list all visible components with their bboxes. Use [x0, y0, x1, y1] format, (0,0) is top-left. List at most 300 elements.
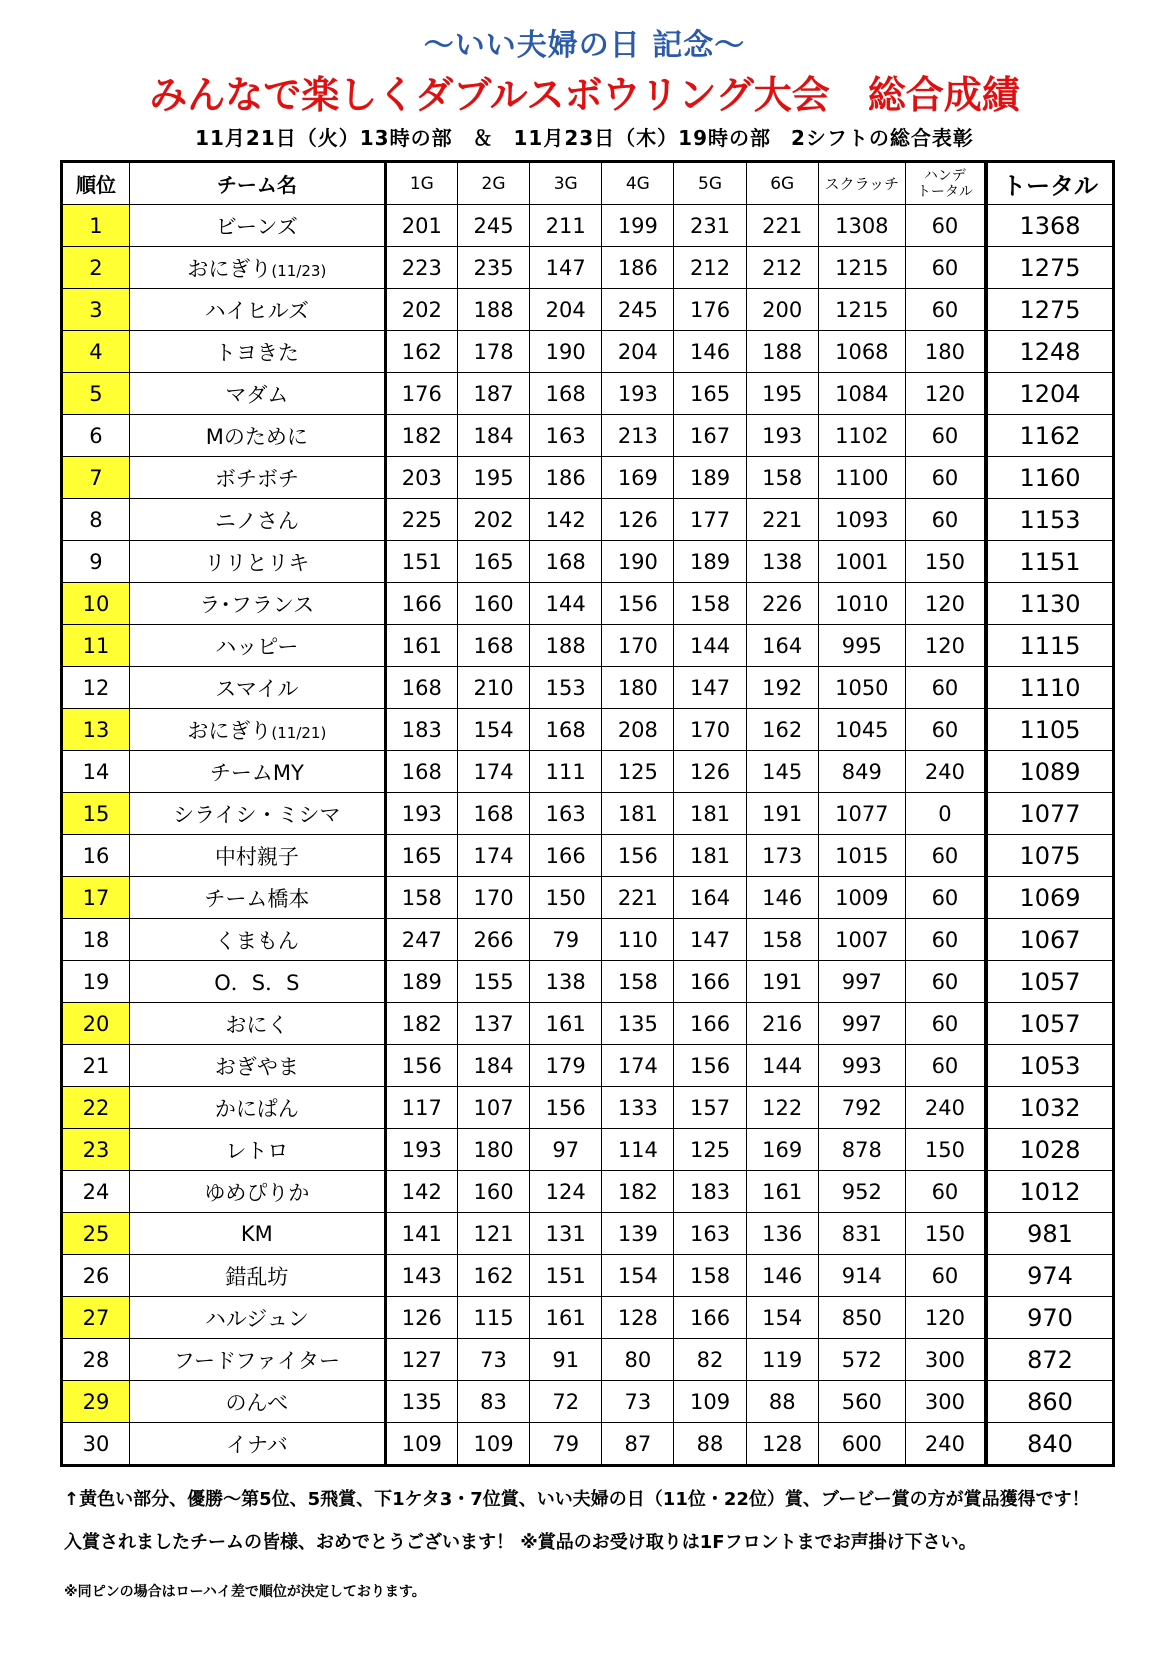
scratch-cell: 560	[818, 1381, 905, 1423]
scratch-cell: 849	[818, 751, 905, 793]
g6-cell: 221	[746, 499, 818, 541]
team-name: おぎやま	[214, 1054, 299, 1079]
table-row	[62, 961, 1114, 1003]
g4-cell: 180	[602, 667, 674, 709]
total-cell: 1053	[986, 1045, 1113, 1087]
scratch-cell: 1308	[818, 205, 905, 247]
g4-cell: 181	[602, 793, 674, 835]
total-cell: 1151	[986, 541, 1113, 583]
total-cell: 1204	[986, 373, 1113, 415]
g1-cell: 168	[385, 751, 457, 793]
table-row	[62, 247, 1114, 289]
team-name-cell	[129, 1003, 385, 1045]
g6-cell: 146	[746, 1255, 818, 1297]
g4-cell: 221	[602, 877, 674, 919]
g6-cell: 226	[746, 583, 818, 625]
g3-cell: 124	[530, 1171, 602, 1213]
g6-cell: 88	[746, 1381, 818, 1423]
total-cell: 1153	[986, 499, 1113, 541]
g4-cell: 110	[602, 919, 674, 961]
team-name-cell	[129, 667, 385, 709]
table-row	[62, 1171, 1114, 1213]
g4-cell: 73	[602, 1381, 674, 1423]
rank-cell: 4	[62, 331, 130, 373]
g2-cell: 83	[457, 1381, 529, 1423]
total-cell: 860	[986, 1381, 1113, 1423]
handicap-cell: 60	[905, 877, 986, 919]
header-g5: 5G	[674, 162, 746, 205]
team-name: シライシ・ミシマ	[173, 802, 341, 827]
total-cell: 1368	[986, 205, 1113, 247]
g1-cell: 109	[385, 1423, 457, 1466]
g1-cell: 156	[385, 1045, 457, 1087]
table-row	[62, 835, 1114, 877]
team-name-cell	[129, 1045, 385, 1087]
team-name: くまもん	[214, 928, 299, 953]
scratch-cell: 1077	[818, 793, 905, 835]
g1-cell: 135	[385, 1381, 457, 1423]
g2-cell: 160	[457, 1171, 529, 1213]
rank-cell: 18	[62, 919, 130, 961]
g6-cell: 136	[746, 1213, 818, 1255]
g5-cell: 166	[674, 1003, 746, 1045]
g3-cell: 131	[530, 1213, 602, 1255]
team-name-cell	[129, 751, 385, 793]
g3-cell: 79	[530, 919, 602, 961]
g2-cell: 168	[457, 793, 529, 835]
rank-cell: 20	[62, 1003, 130, 1045]
g5-cell: 88	[674, 1423, 746, 1466]
g4-cell: 154	[602, 1255, 674, 1297]
g1-cell: 182	[385, 415, 457, 457]
handicap-cell: 60	[905, 499, 986, 541]
rank-cell: 22	[62, 1087, 130, 1129]
g4-cell: 133	[602, 1087, 674, 1129]
g4-cell: 126	[602, 499, 674, 541]
handicap-cell: 240	[905, 751, 986, 793]
total-cell: 974	[986, 1255, 1113, 1297]
g6-cell: 161	[746, 1171, 818, 1213]
team-name-cell	[129, 877, 385, 919]
g6-cell: 119	[746, 1339, 818, 1381]
total-cell: 1110	[986, 667, 1113, 709]
scratch-cell: 997	[818, 1003, 905, 1045]
g3-cell: 147	[530, 247, 602, 289]
team-name: ボチボチ	[214, 466, 299, 491]
g2-cell: 184	[457, 415, 529, 457]
total-cell: 1089	[986, 751, 1113, 793]
table-row	[62, 625, 1114, 667]
g1-cell: 183	[385, 709, 457, 751]
handicap-cell: 150	[905, 1129, 986, 1171]
g6-cell: 128	[746, 1423, 818, 1466]
total-cell: 1130	[986, 583, 1113, 625]
handicap-cell: 60	[905, 247, 986, 289]
scratch-cell: 1068	[818, 331, 905, 373]
table-row	[62, 709, 1114, 751]
rank-cell: 8	[62, 499, 130, 541]
g4-cell: 193	[602, 373, 674, 415]
scratch-cell: 995	[818, 625, 905, 667]
team-name: チーム橋本	[204, 886, 310, 911]
g4-cell: 135	[602, 1003, 674, 1045]
g2-cell: 162	[457, 1255, 529, 1297]
congrats-note: 入賞されましたチームの皆様、おめでとうございます！ ※賞品のお受け取りは1Fフロントまでお声掛け下さい。	[64, 1532, 977, 1553]
team-name-cell	[129, 205, 385, 247]
total-cell: 1115	[986, 625, 1113, 667]
g4-cell: 182	[602, 1171, 674, 1213]
total-cell: 1077	[986, 793, 1113, 835]
team-name-cell	[129, 1213, 385, 1255]
handicap-cell: 60	[905, 289, 986, 331]
header-g6: 6G	[746, 162, 818, 205]
g5-cell: 166	[674, 1297, 746, 1339]
scratch-cell: 1215	[818, 289, 905, 331]
total-cell: 1057	[986, 961, 1113, 1003]
g6-cell: 216	[746, 1003, 818, 1045]
g1-cell: 201	[385, 205, 457, 247]
g1-cell: 166	[385, 583, 457, 625]
g4-cell: 204	[602, 331, 674, 373]
team-name: リリとリキ	[204, 550, 310, 575]
g2-cell: 245	[457, 205, 529, 247]
rank-cell: 23	[62, 1129, 130, 1171]
g1-cell: 193	[385, 793, 457, 835]
g5-cell: 163	[674, 1213, 746, 1255]
g5-cell: 82	[674, 1339, 746, 1381]
rank-cell: 28	[62, 1339, 130, 1381]
scratch-cell: 1045	[818, 709, 905, 751]
team-name: おにぎり	[187, 718, 272, 743]
team-name: ビーンズ	[215, 214, 298, 239]
team-name: フードファイター	[173, 1348, 341, 1373]
team-name-cell	[129, 1339, 385, 1381]
g5-cell: 109	[674, 1381, 746, 1423]
table-row	[62, 1339, 1114, 1381]
g2-cell: 137	[457, 1003, 529, 1045]
g2-cell: 210	[457, 667, 529, 709]
scratch-cell: 952	[818, 1171, 905, 1213]
team-name: ゆめぴりか	[204, 1180, 310, 1205]
handicap-cell: 60	[905, 415, 986, 457]
team-name-cell	[129, 1129, 385, 1171]
header-row	[62, 162, 1114, 205]
total-cell: 840	[986, 1423, 1113, 1466]
g6-cell: 212	[746, 247, 818, 289]
team-name: Mのために	[205, 424, 308, 449]
team-name: おにぎり	[187, 256, 272, 281]
total-cell: 1162	[986, 415, 1113, 457]
g5-cell: 166	[674, 961, 746, 1003]
total-cell: 1057	[986, 1003, 1113, 1045]
g2-cell: 188	[457, 289, 529, 331]
table-row	[62, 1423, 1114, 1466]
team-name-cell	[129, 1297, 385, 1339]
team-name-cell	[129, 1423, 385, 1466]
subtitle-award: 2シフトの総合表彰	[790, 126, 974, 150]
g4-cell: 174	[602, 1045, 674, 1087]
team-name: レトロ	[225, 1138, 289, 1163]
g6-cell: 146	[746, 877, 818, 919]
team-name-cell	[129, 919, 385, 961]
g3-cell: 97	[530, 1129, 602, 1171]
team-name-cell	[129, 583, 385, 625]
g6-cell: 200	[746, 289, 818, 331]
subtitle	[0, 122, 1169, 151]
subtitle-shift2: 11月23日（木）19時の部	[513, 126, 772, 150]
g6-cell: 158	[746, 457, 818, 499]
scratch-cell: 993	[818, 1045, 905, 1087]
handicap-cell: 60	[905, 1045, 986, 1087]
scratch-cell: 831	[818, 1213, 905, 1255]
g1-cell: 182	[385, 1003, 457, 1045]
g1-cell: 151	[385, 541, 457, 583]
table-row	[62, 793, 1114, 835]
g4-cell: 169	[602, 457, 674, 499]
g1-cell: 168	[385, 667, 457, 709]
rank-cell: 16	[62, 835, 130, 877]
g3-cell: 151	[530, 1255, 602, 1297]
g1-cell: 158	[385, 877, 457, 919]
g5-cell: 147	[674, 919, 746, 961]
g3-cell: 168	[530, 709, 602, 751]
g6-cell: 158	[746, 919, 818, 961]
table-row	[62, 919, 1114, 961]
rank-cell: 24	[62, 1171, 130, 1213]
g1-cell: 161	[385, 625, 457, 667]
g3-cell: 204	[530, 289, 602, 331]
g4-cell: 139	[602, 1213, 674, 1255]
g1-cell: 142	[385, 1171, 457, 1213]
g6-cell: 164	[746, 625, 818, 667]
g2-cell: 107	[457, 1087, 529, 1129]
team-date-suffix: (11/21)	[271, 723, 327, 742]
g2-cell: 187	[457, 373, 529, 415]
g4-cell: 186	[602, 247, 674, 289]
g3-cell: 163	[530, 793, 602, 835]
handicap-cell: 60	[905, 457, 986, 499]
g5-cell: 212	[674, 247, 746, 289]
total-cell: 970	[986, 1297, 1113, 1339]
rank-cell: 7	[62, 457, 130, 499]
g3-cell: 188	[530, 625, 602, 667]
g5-cell: 125	[674, 1129, 746, 1171]
g5-cell: 156	[674, 1045, 746, 1087]
rank-cell: 27	[62, 1297, 130, 1339]
team-name-cell	[129, 793, 385, 835]
g2-cell: 165	[457, 541, 529, 583]
scratch-cell: 1010	[818, 583, 905, 625]
team-name: スマイル	[215, 676, 299, 701]
handicap-cell: 180	[905, 331, 986, 373]
g2-cell: 115	[457, 1297, 529, 1339]
total-cell: 981	[986, 1213, 1113, 1255]
team-name-cell	[129, 457, 385, 499]
team-name-cell	[129, 289, 385, 331]
g3-cell: 163	[530, 415, 602, 457]
g1-cell: 141	[385, 1213, 457, 1255]
team-name: ハイヒルズ	[204, 298, 310, 323]
g3-cell: 111	[530, 751, 602, 793]
g6-cell: 191	[746, 961, 818, 1003]
g1-cell: 176	[385, 373, 457, 415]
rank-cell: 11	[62, 625, 130, 667]
total-cell: 1275	[986, 289, 1113, 331]
g5-cell: 177	[674, 499, 746, 541]
scratch-cell: 1009	[818, 877, 905, 919]
g4-cell: 128	[602, 1297, 674, 1339]
g4-cell: 156	[602, 835, 674, 877]
g2-cell: 174	[457, 751, 529, 793]
g2-cell: 195	[457, 457, 529, 499]
g5-cell: 176	[674, 289, 746, 331]
team-name-cell	[129, 961, 385, 1003]
g2-cell: 170	[457, 877, 529, 919]
team-date-suffix: (11/23)	[271, 261, 327, 280]
table-row	[62, 1297, 1114, 1339]
g1-cell: 143	[385, 1255, 457, 1297]
prize-note: ↑黄色い部分、優勝～第5位、5飛賞、下1ケタ3・7位賞、いい夫婦の日（11位・22位）賞、ブービー賞の方が賞品獲得です！	[64, 1489, 1090, 1510]
g6-cell: 191	[746, 793, 818, 835]
table-row	[62, 1129, 1114, 1171]
g5-cell: 183	[674, 1171, 746, 1213]
g5-cell: 170	[674, 709, 746, 751]
handicap-cell: 150	[905, 1213, 986, 1255]
scratch-cell: 1007	[818, 919, 905, 961]
table-row	[62, 1213, 1114, 1255]
handicap-cell: 60	[905, 1171, 986, 1213]
team-name: ハルジュン	[204, 1306, 309, 1331]
g1-cell: 189	[385, 961, 457, 1003]
g5-cell: 231	[674, 205, 746, 247]
scratch-cell: 1102	[818, 415, 905, 457]
team-name-cell	[129, 415, 385, 457]
header-scratch: スクラッチ	[818, 162, 905, 205]
rank-cell: 9	[62, 541, 130, 583]
handicap-cell: 60	[905, 919, 986, 961]
team-name: O．S．S	[214, 970, 300, 995]
g1-cell: 165	[385, 835, 457, 877]
g2-cell: 73	[457, 1339, 529, 1381]
g2-cell: 174	[457, 835, 529, 877]
g3-cell: 161	[530, 1297, 602, 1339]
rank-cell: 3	[62, 289, 130, 331]
subtitle-shift1: 11月21日（火）13時の部	[195, 126, 453, 150]
rank-cell: 1	[62, 205, 130, 247]
rank-cell: 12	[62, 667, 130, 709]
g5-cell: 189	[674, 541, 746, 583]
table-row	[62, 877, 1114, 919]
scratch-cell: 997	[818, 961, 905, 1003]
table-row	[62, 205, 1114, 247]
g5-cell: 158	[674, 583, 746, 625]
handicap-cell: 120	[905, 625, 986, 667]
handicap-cell: 120	[905, 583, 986, 625]
g4-cell: 199	[602, 205, 674, 247]
rank-cell: 13	[62, 709, 130, 751]
g4-cell: 245	[602, 289, 674, 331]
g5-cell: 165	[674, 373, 746, 415]
g5-cell: 157	[674, 1087, 746, 1129]
g4-cell: 158	[602, 961, 674, 1003]
table-row	[62, 541, 1114, 583]
team-name-cell	[129, 835, 385, 877]
g4-cell: 156	[602, 583, 674, 625]
g1-cell: 223	[385, 247, 457, 289]
table-row	[62, 1087, 1114, 1129]
header-total: トータル	[986, 162, 1113, 205]
g6-cell: 195	[746, 373, 818, 415]
rank-cell: 19	[62, 961, 130, 1003]
rank-cell: 6	[62, 415, 130, 457]
g3-cell: 79	[530, 1423, 602, 1466]
rank-cell: 25	[62, 1213, 130, 1255]
g2-cell: 168	[457, 625, 529, 667]
table-row	[62, 751, 1114, 793]
rank-cell: 10	[62, 583, 130, 625]
header-handicap	[905, 162, 986, 205]
scratch-cell: 1050	[818, 667, 905, 709]
rank-cell: 2	[62, 247, 130, 289]
g5-cell: 189	[674, 457, 746, 499]
g2-cell: 235	[457, 247, 529, 289]
g2-cell: 160	[457, 583, 529, 625]
g1-cell: 203	[385, 457, 457, 499]
g2-cell: 155	[457, 961, 529, 1003]
table-row	[62, 289, 1114, 331]
scratch-cell: 1215	[818, 247, 905, 289]
total-cell: 1028	[986, 1129, 1113, 1171]
scratch-cell: 850	[818, 1297, 905, 1339]
g6-cell: 192	[746, 667, 818, 709]
g4-cell: 80	[602, 1339, 674, 1381]
total-cell: 1012	[986, 1171, 1113, 1213]
g3-cell: 211	[530, 205, 602, 247]
team-name: のんべ	[225, 1390, 289, 1415]
g3-cell: 186	[530, 457, 602, 499]
g3-cell: 166	[530, 835, 602, 877]
table-row	[62, 667, 1114, 709]
g2-cell: 184	[457, 1045, 529, 1087]
g6-cell: 154	[746, 1297, 818, 1339]
header-g4: 4G	[602, 162, 674, 205]
team-name-cell	[129, 331, 385, 373]
handicap-cell: 0	[905, 793, 986, 835]
g3-cell: 168	[530, 373, 602, 415]
rank-cell: 26	[62, 1255, 130, 1297]
handicap-cell: 120	[905, 373, 986, 415]
g2-cell: 180	[457, 1129, 529, 1171]
team-name-cell	[129, 1087, 385, 1129]
table-row	[62, 415, 1114, 457]
team-name: ニノさん	[214, 508, 299, 533]
g5-cell: 146	[674, 331, 746, 373]
g4-cell: 190	[602, 541, 674, 583]
table-row	[62, 1255, 1114, 1297]
team-name: ハッピー	[215, 634, 299, 659]
table-row	[62, 583, 1114, 625]
table-row	[62, 1003, 1114, 1045]
g3-cell: 179	[530, 1045, 602, 1087]
team-name-cell	[129, 541, 385, 583]
g5-cell: 181	[674, 793, 746, 835]
handicap-cell: 240	[905, 1087, 986, 1129]
g3-cell: 138	[530, 961, 602, 1003]
team-name-cell	[129, 709, 385, 751]
rank-cell: 30	[62, 1423, 130, 1466]
handicap-cell: 60	[905, 667, 986, 709]
g4-cell: 114	[602, 1129, 674, 1171]
